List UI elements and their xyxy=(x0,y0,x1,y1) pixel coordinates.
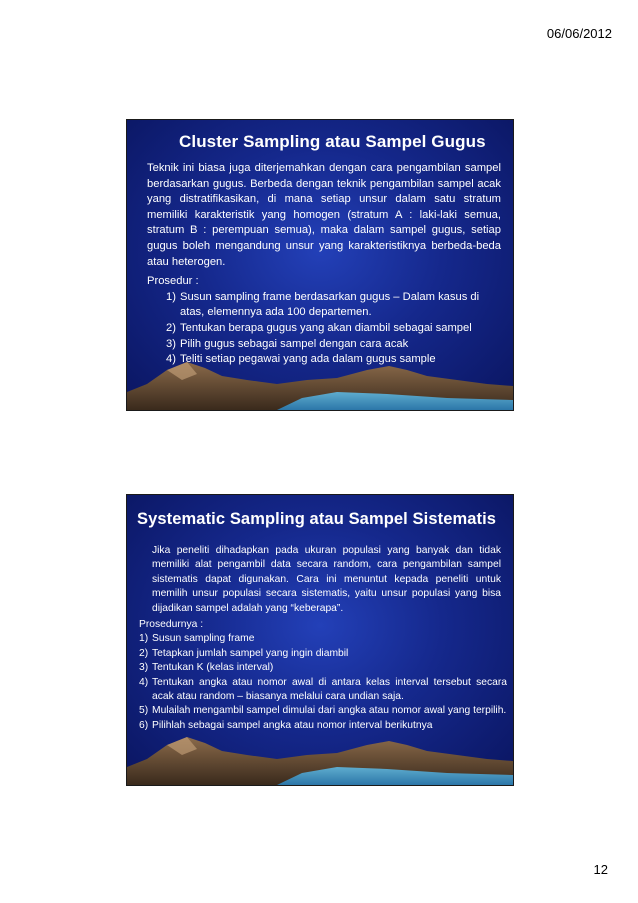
list-item xyxy=(127,352,513,368)
slide-systematic-sampling xyxy=(126,494,514,786)
list-item-number: 3) xyxy=(139,662,149,674)
list-item-text: Pilihlah sebagai sampel angka atau nomor interval berikutnya xyxy=(152,719,433,731)
list-item-text: Susun sampling frame berdasarkan gugus – Dalam kasus di atas, elemennya ada 100 departemen. xyxy=(180,290,480,319)
list-item xyxy=(127,704,513,718)
procedure-list xyxy=(127,290,513,368)
list-item-text: Tentukan K (kelas interval) xyxy=(152,662,274,674)
list-item-number: 6) xyxy=(139,719,149,731)
list-item xyxy=(127,661,513,675)
procedure-label: Prosedur : xyxy=(147,275,199,288)
procedure-list xyxy=(127,632,513,733)
list-item xyxy=(127,647,513,661)
list-item-text: Pilih gugus sebagai sampel dengan cara acak xyxy=(180,337,409,350)
list-item xyxy=(127,290,513,321)
list-item-text: Susun sampling frame xyxy=(152,633,255,645)
list-item-number: 1) xyxy=(139,633,149,645)
list-item-text: Tentukan angka atau nomor awal di antara kelas interval tersebut secara acak atau random – biasanya melalui cara undian saja. xyxy=(152,676,507,703)
list-item-number: 3) xyxy=(166,337,176,350)
list-item-number: 4) xyxy=(166,353,176,366)
list-item xyxy=(127,676,513,705)
list-item-number: 1) xyxy=(166,290,176,303)
list-item-number: 4) xyxy=(139,676,149,688)
slide-cluster-sampling xyxy=(126,119,514,411)
page-number: 12 xyxy=(593,862,608,877)
list-item-text: Mulailah mengambil sampel dimulai dari angka atau nomor awal yang terpilih. xyxy=(152,705,507,717)
slide-title: Cluster Sampling atau Sampel Gugus xyxy=(179,132,486,151)
procedure-label: Prosedurnya : xyxy=(139,619,204,631)
list-item xyxy=(127,321,513,337)
list-item-text: Tentukan berapa gugus yang akan diambil sebagai sampel xyxy=(180,321,472,334)
list-item xyxy=(127,337,513,353)
list-item-text: Tetapkan jumlah sampel yang ingin diambil xyxy=(152,647,349,659)
list-item-text: Teliti setiap pegawai yang ada dalam gugus sample xyxy=(180,353,436,366)
list-item xyxy=(127,632,513,646)
list-item-number: 5) xyxy=(139,705,149,717)
list-item-number: 2) xyxy=(166,321,176,334)
slide-paragraph: Jika peneliti dihadapkan pada ukuran populasi yang banyak dan tidak memiliki alat pengambil data secara random, cara pengambilan sampel sistematis dapat digunakan. Cara ini menuntut kepada peneliti untuk memilih unsur populasi secara sistematis, yaitu unsur populasi yang bisa dijadikan sampel adalah yang “keberapa”. xyxy=(152,545,501,614)
page-date: 06/06/2012 xyxy=(546,26,612,41)
slide-paragraph: Teknik ini biasa juga diterjemahkan dengan cara pengambilan sampel berdasarkan gugus. Berbeda dengan teknik pengambilan sampel acak yang distratifikasikan, di mana setiap unsur dalam satu stratum memiliki karakteristik yang homogen (stratum A : laki-laki semua, stratum B : perempuan semua), maka dalam sampel gugus, setiap gugus boleh mengandung unsur yang karakteristiknya berbeda-beda atau heterogen. xyxy=(147,162,501,268)
list-item-number: 2) xyxy=(139,647,149,659)
slide-title: Systematic Sampling atau Sampel Sistematis xyxy=(137,510,497,528)
list-item xyxy=(127,719,513,733)
